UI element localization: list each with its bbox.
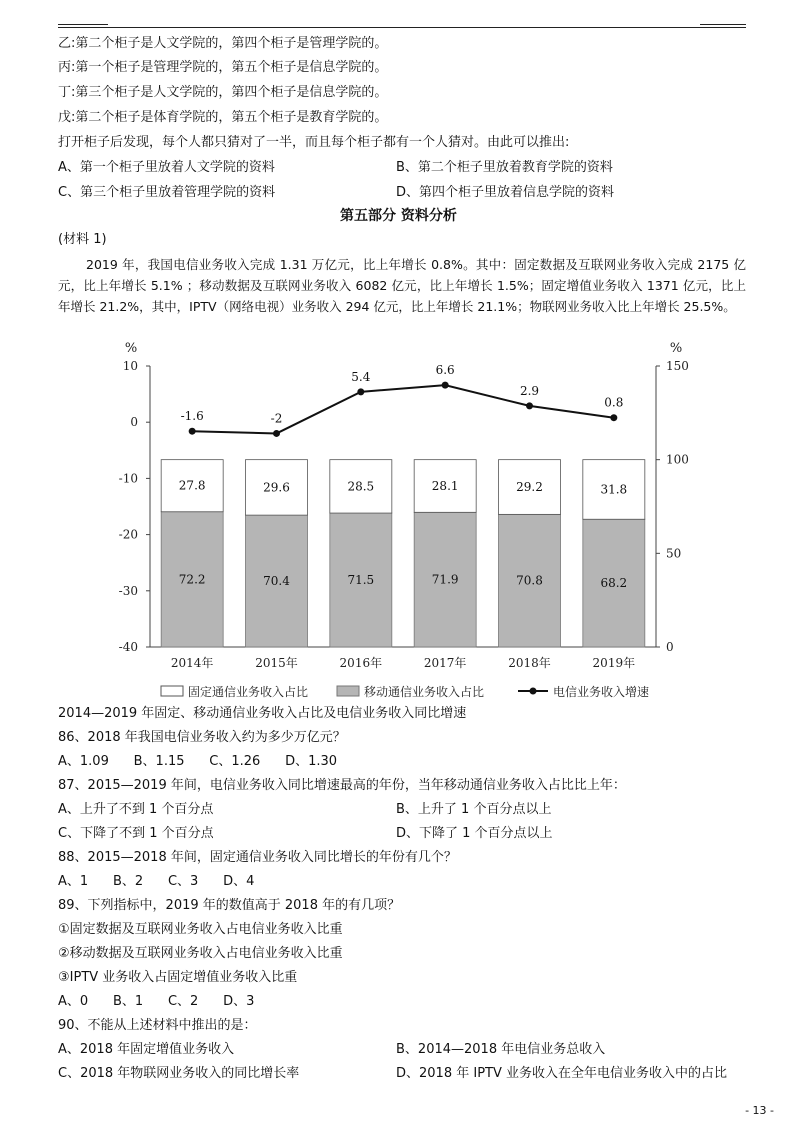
text-line: 丁:第三个柜子是人文学院的，第四个柜子是信息学院的。	[58, 85, 388, 100]
question-86-options: A、1.09 B、1.15 C、1.26 D、1.30	[58, 754, 338, 769]
question-90-stem: 90、不能从上述材料中推出的是：	[58, 1018, 257, 1033]
bar-mobile-label: 72.2	[178, 572, 206, 587]
question-90-option-d: D、2018 年 IPTV 业务收入在全年电信业务收入中的占比	[396, 1066, 727, 1081]
right-tick-label: 50	[666, 546, 682, 561]
text-line: 戊:第二个柜子是体育学院的，第五个柜子是教育学院的。	[58, 110, 388, 125]
growth-point	[357, 388, 364, 395]
x-tick-label: 2015年	[255, 656, 298, 670]
x-tick-label: 2016年	[339, 656, 383, 670]
question-89-options: A、0 B、1 C、2 D、3	[58, 994, 255, 1009]
legend-mobile-swatch	[337, 686, 359, 696]
option-c: C、第三个柜子里放着管理学院的资料	[58, 185, 276, 200]
bar-mobile-label: 68.2	[600, 576, 628, 591]
growth-point	[273, 430, 280, 437]
option-b: B、第二个柜子里放着教育学院的资料	[396, 160, 613, 175]
material-text: 2019 年，我国电信业务收入完成 1.31 万亿元，比上年增长 0.8%。其中：固定数据及互联网业务收入完成 2175 亿元，比上年增长 5.1% ；移动数据及互联网业务收入 6082 亿元，比上年增长 1.5%；固定增值业务收入 1371 亿元，比上年增长 21.2%，其中，IPTV（网络电视）业务收入 294 亿元，比上年增长 21.1%；物联网业务收入比上年增长 25.5%。	[58, 257, 746, 314]
growth-point-label: 5.4	[351, 369, 371, 384]
question-89-item: ②移动数据及互联网业务收入占电信业务收入比重	[58, 946, 343, 961]
bar-fixed-label: 28.1	[431, 478, 459, 493]
question-88-stem: 88、2015—2018 年间，固定通信业务收入同比增长的年份有几个？	[58, 850, 457, 865]
right-tick-label: 150	[666, 359, 689, 373]
chart-caption: 2014—2019 年固定、移动通信业务收入占比及电信业务收入同比增速	[58, 706, 467, 721]
bar-mobile-label: 71.5	[347, 573, 375, 588]
question-87-option-a: A、上升了不到 1 个百分点	[58, 802, 214, 817]
question-86-stem: 86、2018 年我国电信业务收入约为多少万亿元？	[58, 730, 346, 745]
left-tick-label: -10	[118, 471, 138, 486]
text-line: 打开柜子后发现，每个人都只猜对了一半，而且每个柜子都有一个人猜对。由此可以推出:	[58, 135, 570, 150]
bar-mobile-label: 70.4	[263, 574, 290, 589]
x-tick-label: 2019年	[592, 656, 636, 670]
question-89-item: ①固定数据及互联网业务收入占电信业务收入比重	[58, 922, 343, 937]
growth-point-label: -1.6	[180, 409, 204, 424]
x-tick-label: 2014年	[170, 656, 214, 670]
section-title: 第五部分 资料分析	[340, 208, 457, 224]
bar-fixed-label: 27.8	[178, 478, 206, 493]
legend-mobile-label: 移动通信业务收入占比	[364, 685, 485, 699]
legend-growth-label: 电信业务收入增速	[553, 685, 650, 699]
right-axis-unit: %	[669, 341, 683, 356]
legend-fixed-swatch	[161, 686, 183, 696]
growth-point-label: -2	[270, 411, 283, 426]
growth-point	[526, 402, 533, 409]
bar-fixed-label: 31.8	[600, 482, 628, 497]
growth-point-label: 0.8	[604, 395, 624, 410]
growth-point-label: 2.9	[519, 383, 540, 398]
header-rule-main	[58, 27, 746, 28]
question-88-options: A、1 B、2 C、3 D、4	[58, 874, 255, 889]
left-tick-label: -20	[118, 527, 138, 542]
bar-mobile-label: 70.8	[516, 573, 543, 588]
text-line: 丙:第一个柜子是管理学院的，第五个柜子是信息学院的。	[58, 60, 388, 75]
option-d: D、第四个柜子里放着信息学院的资料	[396, 185, 615, 200]
x-tick-label: 2017年	[423, 656, 467, 670]
left-tick-label: -30	[118, 583, 138, 598]
bar-fixed-label: 29.2	[516, 480, 543, 495]
page-number: - 13 -	[745, 1104, 774, 1117]
legend-growth-marker	[530, 688, 537, 695]
growth-point	[610, 414, 617, 421]
question-90-option-a: A、2018 年固定增值业务收入	[58, 1042, 235, 1057]
right-tick-label: 100	[666, 452, 689, 467]
question-90-option-b: B、2014—2018 年电信业务总收入	[396, 1042, 606, 1057]
growth-point	[442, 382, 449, 389]
question-87-stem: 87、2015—2019 年间，电信业务收入同比增速最高的年份，当年移动通信业务收入占比比上年：	[58, 778, 626, 793]
bar-fixed-label: 28.5	[347, 479, 375, 494]
header-rule-left	[58, 24, 108, 25]
left-tick-label: 10	[122, 359, 138, 373]
question-89-stem: 89、下列指标中，2019 年的数值高于 2018 年的有几项？	[58, 898, 401, 913]
legend-fixed-label: 固定通信业务收入占比	[188, 685, 309, 699]
question-90-option-c: C、2018 年物联网业务收入的同比增长率	[58, 1066, 300, 1081]
header-rule-right	[700, 24, 746, 25]
left-tick-label: 0	[130, 415, 138, 430]
question-87-option-b: B、上升了 1 个百分点以上	[396, 802, 552, 817]
x-tick-label: 2018年	[508, 656, 551, 670]
question-87-option-d: D、下降了 1 个百分点以上	[396, 826, 553, 841]
material-label: (材料 1)	[58, 232, 107, 247]
bar-mobile-label: 71.9	[431, 572, 459, 587]
growth-line	[192, 385, 614, 433]
question-87-option-c: C、下降了不到 1 个百分点	[58, 826, 214, 841]
right-tick-label: 0	[666, 640, 674, 654]
left-axis-unit: %	[124, 341, 138, 356]
question-89-item: ③IPTV 业务收入占固定增值业务收入比重	[58, 970, 298, 985]
growth-point-label: 6.6	[435, 363, 455, 378]
option-a: A、第一个柜子里放着人文学院的资料	[58, 160, 275, 175]
bar-fixed-label: 29.6	[263, 480, 290, 495]
chart	[0, 330, 800, 702]
growth-point	[189, 428, 196, 435]
text-line: 乙:第二个柜子是人文学院的，第四个柜子是管理学院的。	[58, 36, 388, 51]
left-tick-label: -40	[118, 640, 138, 654]
